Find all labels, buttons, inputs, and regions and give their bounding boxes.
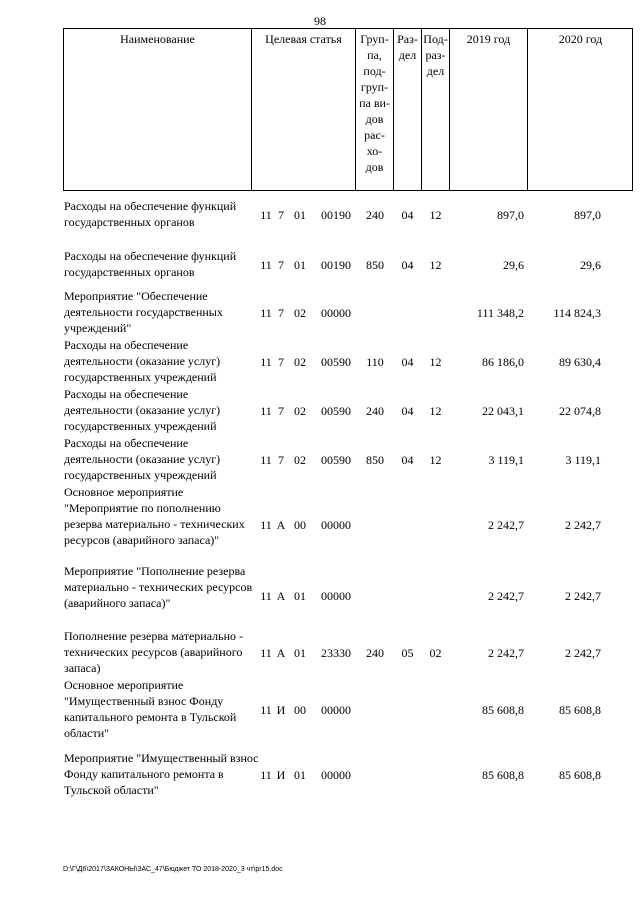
group-code: 240 — [366, 208, 384, 222]
code-subprogram: 7 — [278, 258, 284, 272]
row-name: Мероприятие "Обеспечение деятельности государственных учреждений" — [64, 289, 223, 335]
row-name: Расходы на обеспечение деятельности (оказание услуг) государственных учреждений — [64, 338, 221, 384]
code-event: 00 — [294, 703, 306, 717]
code-subprogram: А — [276, 518, 286, 532]
row-name: Основное мероприятие "Имущественный взнос Фонду капитального ремонта в Тульской области" — [64, 678, 237, 740]
amount-2020: 89 630,4 — [559, 355, 601, 369]
code-direction: 00000 — [321, 589, 351, 603]
code-program: 11 — [260, 646, 272, 660]
code-subprogram: И — [276, 703, 286, 717]
amount-2019: 22 043,1 — [482, 404, 524, 418]
amount-2019: 2 242,7 — [488, 589, 524, 603]
code-direction: 00000 — [321, 518, 351, 532]
section-code: 04 — [401, 453, 414, 467]
subsection-code: 02 — [429, 646, 442, 660]
row-name: Расходы на обеспечение деятельности (оказание услуг) государственных учреждений — [64, 436, 221, 482]
code-event: 02 — [294, 306, 306, 320]
section-code: 04 — [401, 404, 414, 418]
row-name: Мероприятие "Имущественный взнос Фонду капитального ремонта в Тульской области" — [64, 751, 259, 797]
code-event: 02 — [294, 355, 306, 369]
amount-2020: 114 824,3 — [553, 306, 601, 320]
header-target: Целевая статья — [265, 32, 342, 46]
code-subprogram: 7 — [278, 208, 284, 222]
amount-2020: 897,0 — [574, 208, 601, 222]
amount-2020: 2 242,7 — [565, 646, 601, 660]
code-event: 01 — [294, 646, 306, 660]
header-section: Раз- дел — [397, 32, 418, 62]
code-program: 11 — [260, 589, 272, 603]
amount-2019: 2 242,7 — [488, 518, 524, 532]
group-code: 850 — [366, 453, 384, 467]
amount-2019: 85 608,8 — [482, 768, 524, 782]
amount-2020: 85 608,8 — [559, 768, 601, 782]
amount-2019: 897,0 — [497, 208, 524, 222]
subsection-code: 12 — [429, 208, 442, 222]
group-code: 850 — [366, 258, 384, 272]
header-name: Наименование — [120, 32, 195, 46]
file-path-footer: D:\Г\Д6\2017\ЗАКОНЫ\ЗАС_47\Бюджет ТО 2018-2020_3 чт\pr15.doc — [63, 866, 283, 873]
header-2020: 2020 год — [558, 32, 603, 46]
amount-2020: 2 242,7 — [565, 589, 601, 603]
column-divider — [449, 28, 450, 191]
code-direction: 23330 — [321, 646, 351, 660]
amount-2019: 111 348,2 — [476, 306, 524, 320]
subsection-code: 12 — [429, 404, 442, 418]
code-event: 01 — [294, 258, 306, 272]
amount-2020: 85 608,8 — [559, 703, 601, 717]
code-event: 01 — [294, 208, 306, 222]
amount-2019: 85 608,8 — [482, 703, 524, 717]
code-subprogram: И — [276, 768, 286, 782]
group-code: 110 — [366, 355, 384, 369]
code-subprogram: А — [276, 646, 286, 660]
code-direction: 00590 — [321, 453, 351, 467]
column-divider — [527, 28, 528, 191]
column-divider — [251, 28, 252, 191]
code-program: 11 — [260, 404, 272, 418]
code-event: 01 — [294, 768, 306, 782]
header-2019: 2019 год — [466, 32, 511, 46]
header-subsection: Под- раз- дел — [423, 32, 448, 78]
code-direction: 00190 — [321, 258, 351, 272]
row-name: Мероприятие "Пополнение резерва материально - технических ресурсов (аварийного запаса)" — [64, 564, 253, 610]
amount-2019: 86 186,0 — [482, 355, 524, 369]
code-program: 11 — [260, 355, 272, 369]
code-event: 00 — [294, 518, 306, 532]
code-event: 01 — [294, 589, 306, 603]
code-direction: 00590 — [321, 404, 351, 418]
table-header — [63, 28, 633, 191]
row-name: Расходы на обеспечение функций государственных органов — [64, 199, 237, 229]
code-program: 11 — [260, 306, 272, 320]
code-program: 11 — [260, 453, 272, 467]
row-name: Пополнение резерва материально - технических ресурсов (аварийного запаса) — [64, 629, 244, 675]
code-program: 11 — [260, 768, 272, 782]
amount-2019: 2 242,7 — [488, 646, 524, 660]
code-program: 11 — [260, 518, 272, 532]
amount-2019: 3 119,1 — [488, 453, 524, 467]
section-code: 04 — [401, 208, 414, 222]
subsection-code: 12 — [429, 258, 442, 272]
code-event: 02 — [294, 453, 306, 467]
code-program: 11 — [260, 208, 272, 222]
code-direction: 00590 — [321, 355, 351, 369]
code-program: 11 — [260, 258, 272, 272]
amount-2020: 29,6 — [580, 258, 601, 272]
amount-2020: 3 119,1 — [565, 453, 601, 467]
code-direction: 00190 — [321, 208, 351, 222]
amount-2020: 22 074,8 — [559, 404, 601, 418]
page-number: 98 — [314, 14, 326, 28]
group-code: 240 — [366, 404, 384, 418]
section-code: 04 — [401, 258, 414, 272]
code-direction: 00000 — [321, 306, 351, 320]
code-program: 11 — [260, 703, 272, 717]
amount-2019: 29,6 — [503, 258, 524, 272]
code-direction: 00000 — [321, 768, 351, 782]
subsection-code: 12 — [429, 355, 442, 369]
code-subprogram: 7 — [278, 355, 284, 369]
code-subprogram: 7 — [278, 306, 284, 320]
row-name: Расходы на обеспечение деятельности (оказание услуг) государственных учреждений — [64, 387, 221, 433]
header-group: Груп- па, под- груп- па ви- дов рас- хо- дов — [359, 32, 390, 174]
amount-2020: 2 242,7 — [565, 518, 601, 532]
code-subprogram: 7 — [278, 453, 284, 467]
subsection-code: 12 — [429, 453, 442, 467]
section-code: 05 — [401, 646, 414, 660]
section-code: 04 — [401, 355, 414, 369]
group-code: 240 — [366, 646, 384, 660]
code-direction: 00000 — [321, 703, 351, 717]
code-subprogram: 7 — [278, 404, 284, 418]
row-name: Расходы на обеспечение функций государственных органов — [64, 249, 237, 279]
row-name: Основное мероприятие "Мероприятие по пополнению резерва материально - технических ресурсов (аварийного запаса)" — [64, 485, 245, 547]
code-subprogram: А — [276, 589, 286, 603]
code-event: 02 — [294, 404, 306, 418]
